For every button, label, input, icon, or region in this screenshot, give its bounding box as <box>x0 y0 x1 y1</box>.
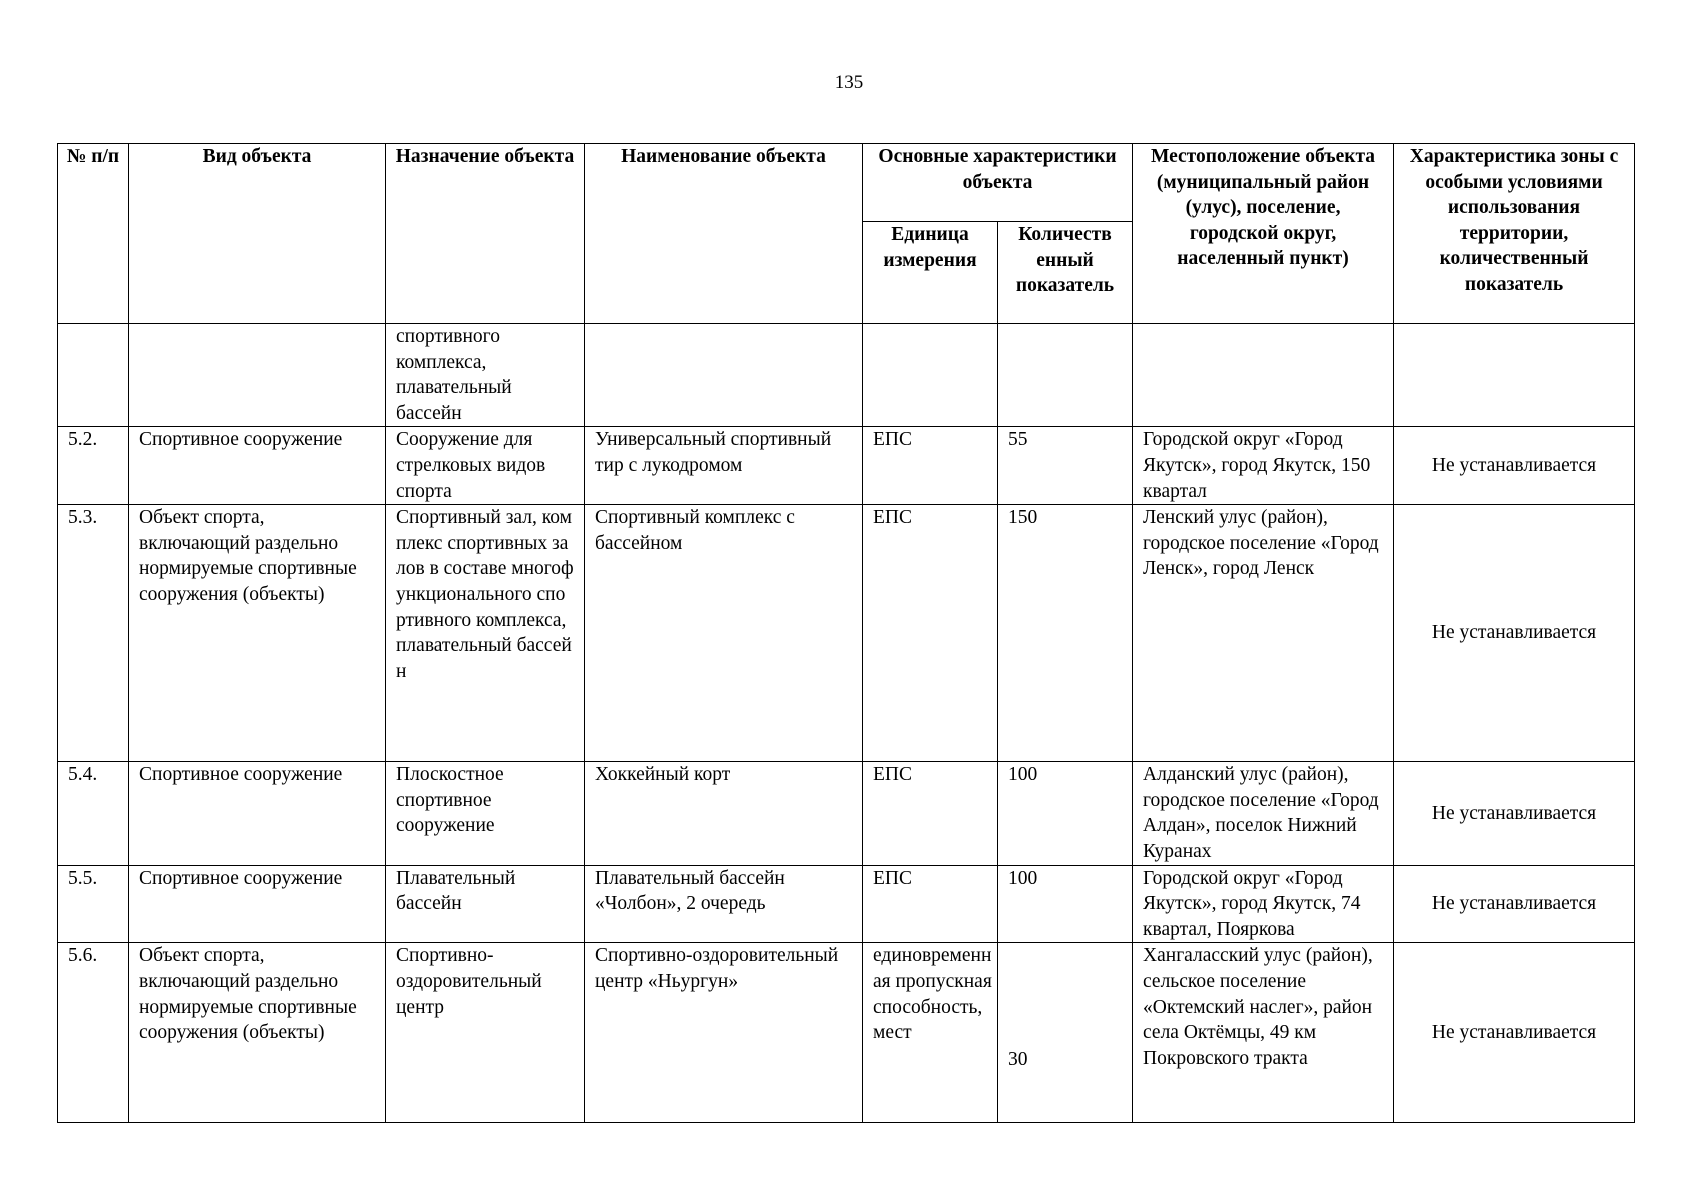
table-row <box>58 762 1635 865</box>
cell-value <box>998 324 1133 427</box>
table-row <box>58 943 1635 1123</box>
header-value: Количеств енный показатель <box>998 222 1133 324</box>
cell-name: Плавательный бассейн «Чолбон», 2 очередь <box>585 865 863 943</box>
cell-name <box>585 324 863 427</box>
cell-unit: ЕПС <box>863 865 998 943</box>
cell-type <box>129 324 386 427</box>
cell-type: Спортивное сооружение <box>129 762 386 865</box>
table-row <box>58 427 1635 505</box>
cell-type: Объект спорта, включающий раздельно нормируемые спортивные сооружения (объекты) <box>129 505 386 762</box>
cell-value: 30 <box>998 943 1133 1123</box>
table-row <box>58 324 1635 427</box>
cell-value: 55 <box>998 427 1133 505</box>
cell-type: Объект спорта, включающий раздельно нормируемые спортивные сооружения (объекты) <box>129 943 386 1123</box>
cell-zone: Не устанавливается <box>1394 505 1635 762</box>
header-main-characteristics: Основные характеристики объекта <box>863 144 1133 222</box>
header-purpose: Назначение объекта <box>386 144 585 324</box>
cell-zone <box>1394 324 1635 427</box>
cell-value: 100 <box>998 865 1133 943</box>
table-header-row <box>58 144 1635 222</box>
cell-num <box>58 324 129 427</box>
cell-num: 5.3. <box>58 505 129 762</box>
cell-num: 5.6. <box>58 943 129 1123</box>
cell-unit: ЕПС <box>863 427 998 505</box>
cell-unit <box>863 324 998 427</box>
cell-zone: Не устанавливается <box>1394 762 1635 865</box>
cell-name: Спортивно-оздоровительный центр «Ньургун» <box>585 943 863 1123</box>
table-row <box>58 505 1635 762</box>
cell-unit: единовременная пропускная способность, мест <box>863 943 998 1123</box>
objects-table <box>57 143 1635 1123</box>
cell-location: Алданский улус (район), городское поселение «Город Алдан», поселок Нижний Куранах <box>1133 762 1394 865</box>
cell-unit: ЕПС <box>863 762 998 865</box>
cell-location: Городской округ «Город Якутск», город Якутск, 150 квартал <box>1133 427 1394 505</box>
cell-purpose: Спортивный зал, комплекс спортивных залов в составе многофункционального спортивного комплекса, плавательный бассейн <box>386 505 585 762</box>
cell-value: 150 <box>998 505 1133 762</box>
header-unit: Единица измерения <box>863 222 998 324</box>
cell-num: 5.2. <box>58 427 129 505</box>
page-number: 135 <box>834 72 864 93</box>
cell-value: 100 <box>998 762 1133 865</box>
header-name: Наименование объекта <box>585 144 863 324</box>
cell-name: Спортивный комплекс с бассейном <box>585 505 863 762</box>
cell-location: Городской округ «Город Якутск», город Якутск, 74 квартал, Пояркова <box>1133 865 1394 943</box>
header-zone: Характеристика зоны с особыми условиями использования территории, количественный показатель <box>1394 144 1635 324</box>
cell-zone: Не устанавливается <box>1394 427 1635 505</box>
table-row <box>58 865 1635 943</box>
header-num: № п/п <box>58 144 129 324</box>
cell-location <box>1133 324 1394 427</box>
cell-location: Хангаласский улус (район), сельское поселение «Октемский наслег», район села Октёмцы, 49 км Покровского тракта <box>1133 943 1394 1123</box>
cell-purpose: Сооружение для стрелковых видов спорта <box>386 427 585 505</box>
cell-purpose: Спортивно-оздоровительный центр <box>386 943 585 1123</box>
cell-zone: Не устанавливается <box>1394 865 1635 943</box>
cell-name: Универсальный спортивный тир с лукодромом <box>585 427 863 505</box>
cell-name: Хоккейный корт <box>585 762 863 865</box>
cell-purpose: Плоскостное спортивное сооружение <box>386 762 585 865</box>
cell-type: Спортивное сооружение <box>129 865 386 943</box>
cell-location: Ленский улус (район), городское поселение «Город Ленск», город Ленск <box>1133 505 1394 762</box>
cell-zone: Не устанавливается <box>1394 943 1635 1123</box>
cell-num: 5.4. <box>58 762 129 865</box>
cell-type: Спортивное сооружение <box>129 427 386 505</box>
cell-purpose: Плавательный бассейн <box>386 865 585 943</box>
cell-unit: ЕПС <box>863 505 998 762</box>
header-location: Местоположение объекта (муниципальный район (улус), поселение, городской округ, населенный пункт) <box>1133 144 1394 324</box>
header-type: Вид объекта <box>129 144 386 324</box>
cell-num: 5.5. <box>58 865 129 943</box>
cell-purpose: спортивного комплекса, плавательный бассейн <box>386 324 585 427</box>
